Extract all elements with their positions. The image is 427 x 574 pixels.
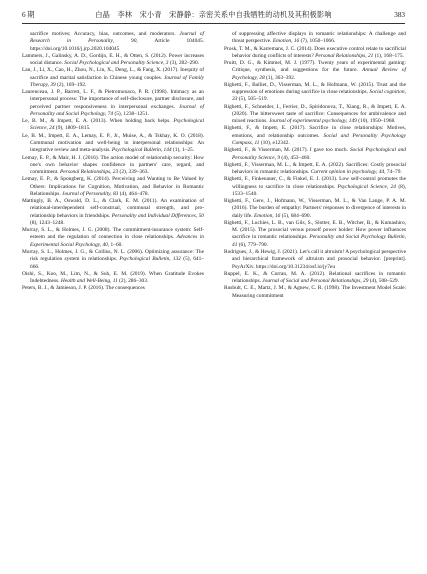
reference-entry: [22, 227, 204, 249]
reference-entry: [22, 89, 204, 118]
reference-source: Journal of Research in Personality, 90: [30, 31, 205, 45]
reference-entry: [224, 147, 406, 162]
reference-continuation: [224, 31, 406, 46]
reference-text: Righetti, F., Luchies, L. B., van Gils, S., Slotter, E. B., Witcher, B., & Kumashiro, M. (2015). The prosocial versus proself power holder: How power influences sacrifice in romantic relationships.: [224, 219, 406, 241]
reference-entry: [224, 220, 406, 249]
reference-text: (5), 1238–1251.: [113, 110, 150, 117]
reference-source: Social and Personality Psychology Compass, 11: [232, 132, 406, 146]
reference-source: Personality and Social Psychology Bulletin, 41: [232, 234, 406, 248]
reference-entry: [22, 155, 204, 177]
reference-source: Psychological Bulletin, 144: [111, 147, 172, 154]
reference-text: Lan, J., Li, X., Cao, H., Zhou, N., Lin, X., Deng, L., & Fang, X. (2017). Inequity of sacrifice and marital satisfaction in Chinese young couples.: [22, 67, 204, 81]
reference-text: Oishi, S., Koo, M., Lim, N., & Suh, E. M. (2019). When Gratitude Evokes Indebtedness.: [22, 270, 204, 285]
reference-column-right: [224, 31, 406, 300]
reference-text: Lemay, E. P., & Mair, H. J. (2016). The action model of relationship security: How one's own behavior shapes confidence in partners' care, regard, and commitment.: [22, 154, 204, 176]
reference-entry: [224, 285, 406, 300]
reference-text: Murray, S. L., & Holmes, J. G. (2008). The commitment-insurance system: Self-esteem and the regulation of connection in close relationships.: [22, 227, 204, 241]
reference-text: Righetti, F., Balliet, D., Visserman, M. L., & Hofmann, W. (2015). Trust and the suppression of emotions during sacrifice in close relationships.: [224, 81, 406, 96]
reference-entry: [224, 60, 406, 82]
reference-source: Personal Relationships, 23: [59, 169, 119, 176]
reference-source: Current opinion in psychology, 44: [310, 169, 385, 176]
reference-text: , Article 104045. https://doi.org/10.1016/j.jrp.2020.104045: [30, 38, 205, 52]
reference-text: Murray, S. L., Holmes, J. G., & Collins, N. L. (2006). Optimizing assurance: The risk regulation system in relationships.: [22, 248, 204, 263]
reference-source: Journal of Social and Personal Relationships, 29: [262, 278, 369, 285]
reference-text: (3), 282–290.: [168, 60, 200, 67]
reference-text: (1), 363–392.: [264, 74, 296, 81]
reference-text: (1), 1–25.: [171, 147, 195, 154]
reference-text: Laurenceau, J. P., Barrett, L. F., & Pietromonaco, P. R. (1998). Intimacy as an interpersonal process: The importance of self-disclosure, partner disclosure, and perceived partner responsiveness in interpersonal exchanges.: [22, 89, 204, 110]
reference-entry: [224, 46, 406, 61]
reference-source: Emotion, 16: [272, 38, 300, 45]
reference-source: Social cognition, 33: [232, 89, 406, 103]
reference-entry: [22, 176, 204, 198]
header-rule: [22, 23, 405, 24]
reference-text: (4), 508–529.: [368, 278, 399, 285]
reference-text: Ruppel, E. K., & Curran, M. A. (2012). Relational sacrifices in romantic relationships.: [224, 270, 406, 285]
reference-text: (2), 169–192.: [55, 81, 87, 88]
reference-text: , 1–60.: [107, 241, 123, 248]
running-title: 白晶 李林 宋小青 宋静静：亲密关系中自我牺牲的动机及其积极影响: [95, 11, 332, 19]
reference-continuation: [22, 31, 204, 53]
page-number: 383: [394, 11, 405, 19]
reference-text: (5), 641–666.: [30, 256, 204, 270]
reference-entry: [22, 67, 204, 89]
reference-source: Advances in Experimental Social Psychology, 40: [30, 234, 205, 248]
reference-text: (6), 779–790.: [237, 241, 268, 248]
reference-text: Le, B. M., & Impett, E. A. (2013). When holding back helps.: [22, 118, 174, 125]
reference-entry: [22, 249, 204, 271]
reference-text: Peters, B. J., & Jamieson, J. P. (2016). The consequences: [22, 285, 145, 292]
reference-column-left: [22, 31, 204, 293]
reference-source: Annual Review of Psychology, 28: [232, 67, 406, 81]
reference-source: Journal of Personality, 83: [62, 190, 119, 197]
reference-text: Righetti, F., Gere, J., Hofmann, W., Visserman, M. L., & Van Lange, P. A. M. (2016). The burden of empathy: Partners' responses to divergence of interests in daily life.: [224, 198, 406, 219]
reference-text: Lemay, E. P., & Spongberg, K. (2014). Perceiving and Wanting to Be Valued by Others: Implications for Cognition, Motivation, and Behavior in Romantic Relationships.: [22, 176, 204, 197]
reference-text: Rodrigues, J., & Hewig, J. (2021). Let's call it altruism! A psychological perspective and hierarchical framework of altruism and prosocial behavior. [preprint]. PsyArXiv. https://doi.org/10.31234/osf.io/jy7eu: [224, 248, 406, 270]
reference-text: (10), e12342.: [259, 139, 290, 146]
reference-source: Psychological Bulletin, 132: [119, 256, 182, 263]
running-header: [22, 8, 405, 22]
reference-text: Righetti, F., Schneider, I., Ferrier, D., Spiridonova, T., Xiang, R., & Impett, E. A. (2020). The bittersweet taste of sacrifice: Consequences for ambivalence and mixed reactions.: [224, 103, 406, 125]
reference-text: (2), 286–303.: [117, 278, 149, 285]
reference-source: Journal of Personality and Social Psychology, 74: [30, 103, 204, 117]
reference-entry: [224, 82, 406, 104]
reference-text: Rusbult, C. E., Martz, J. M., & Agnew, C. R. (1998). The Investment Model Scale: Measuring commitment: [224, 285, 406, 299]
reference-text: Righetti, F., & Impett, E. (2017). Sacrifice in close relationships: Motives, emotions, and relationship outcomes.: [224, 125, 406, 139]
reference-entry: [22, 118, 204, 133]
reference-entry: [224, 162, 406, 177]
reference-text: (10), 1950–1968.: [356, 118, 396, 125]
reference-source: Psychological Science, 24: [337, 183, 396, 190]
reference-entry: [224, 271, 406, 286]
reference-text: (9), 1809–1815.: [54, 125, 91, 132]
reference-source: Journal of Family Therapy, 39: [30, 74, 204, 88]
reference-text: Righetti, F., Finkenauer, C., & Finkel, E. J. (2013). Low self-control promotes the willingness to sacrifice in close relationships.: [224, 176, 406, 190]
reference-text: (2), 339–363.: [118, 169, 149, 176]
reference-text: Le, B. M., Impett, E. A., Lemay, E. P., Jr., Muise, A., & Tskhay, K. O. (2018). Communal motivation and well-being in interpersonal relationships: An integrative review and meta-analysis.: [22, 132, 204, 154]
reference-entry: [224, 176, 406, 198]
reference-entry: [22, 271, 204, 286]
reference-source: Social Psychological and Personality Science, 9: [232, 147, 407, 161]
reference-source: Health and Well-Being, 11: [60, 278, 118, 285]
reference-text: (8), 1533–1540.: [232, 183, 406, 197]
reference-text: Pruitt, D. G., & Kimmel, M. J. (1977). Twenty years of experimental gaming: Critique, synthesis, and suggestions for the future.: [224, 60, 406, 74]
reference-text: (4), 464–478.: [118, 190, 149, 197]
reference-text: , 74–79.: [384, 169, 402, 176]
reference-text: sacrifice motives; Accuracy, bias, outcomes, and moderators.: [30, 31, 180, 37]
reference-entry: [22, 133, 204, 155]
reference-entry: [224, 104, 406, 126]
reference-entry: [224, 249, 406, 271]
reference-text: Lammers, J., Galinsky, A. D., Gordijn, E. H., & Otten, S. (2012). Power increases social distance.: [22, 52, 204, 67]
reference-text: (7), 1050–1066.: [299, 38, 336, 45]
reference-text: (1), 168–175.: [373, 52, 404, 59]
reference-text: Righetti, F., & Visserman, M. (2017). I gave too much.: [224, 147, 350, 154]
reference-text: Mattingly, B. A., Oswald, D. L., & Clark, E. M. (2011). An examination of relational-interdependent self-construal, communal strength, and pro-relationship behaviors in friendships.: [22, 198, 204, 219]
reference-entry: [22, 53, 204, 68]
reference-source: Psychological Science, 24: [30, 118, 204, 132]
reference-entry: [22, 285, 204, 292]
reference-text: (4), 453–460.: [280, 154, 311, 161]
reference-entry: [224, 198, 406, 220]
reference-text: (5), 505–519.: [237, 96, 268, 103]
reference-source: Journal of experimental psychology, 149: [268, 118, 357, 125]
reference-source: Emotion, 16: [254, 212, 281, 219]
reference-source: Social Psychological and Personality Science, 3: [64, 60, 169, 67]
reference-source: Personality and Individual Differences, 50: [111, 212, 205, 219]
reference-text: (5), 684–690.: [280, 212, 311, 219]
reference-source: Personal Relationships, 21: [315, 52, 374, 59]
reference-entry: [224, 125, 406, 147]
issue-number: 6 期: [22, 11, 35, 19]
reference-entry: [22, 198, 204, 227]
reference-text: Prosk, T. M., & Karremans, J. C. (2014). Does executive control relate to sacrificial behavior during conflicts of interests?: [224, 45, 406, 59]
reference-text: Righetti, F., Visserman, M. L., & Impett, E. A. (2022). Sacrifices: Costly prosocial behaviors in romantic relationships.: [224, 161, 406, 176]
reference-text: (8), 1243–1248.: [30, 219, 65, 226]
reference-text: of suppressing affective displays in romantic relationships: A challenge and threat perspective.: [232, 31, 406, 45]
